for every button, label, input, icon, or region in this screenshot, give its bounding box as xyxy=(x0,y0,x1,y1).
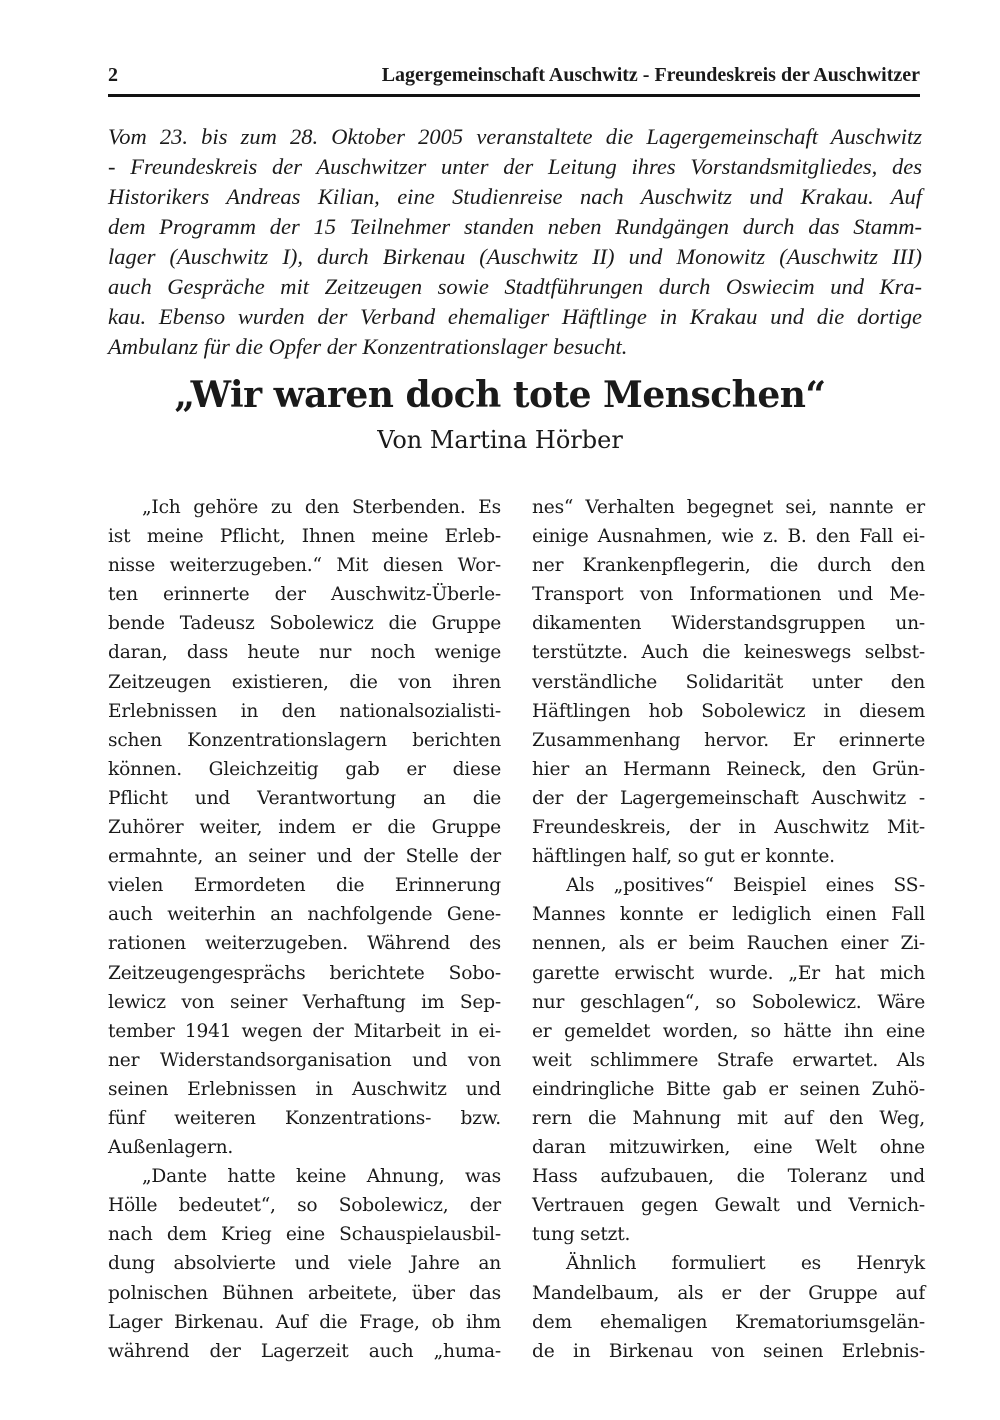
text-line: hier an Hermann Reineck, den Grün- xyxy=(532,758,925,780)
text-line: lewicz von seiner Verhaftung im Sep- xyxy=(108,991,501,1013)
text-line: können. Gleichzeitig gab er diese xyxy=(108,758,501,780)
article-title: „Wir waren doch tote Menschen“ xyxy=(174,374,826,416)
intro-paragraph xyxy=(108,122,922,362)
text-line: terstützte. Auch die keineswegs selbst- xyxy=(532,642,925,664)
text-line: nach dem Krieg eine Schauspielausbil- xyxy=(108,1224,501,1246)
text-line: weit schlimmere Strafe erwartet. Als xyxy=(532,1049,925,1071)
text-line: garette erwischt wurde. „Er hat mich xyxy=(532,962,925,984)
text-line: ist meine Pflicht, Ihnen meine Erleb- xyxy=(108,526,501,548)
text-line: auch weiterhin an nachfolgende Gene- xyxy=(108,904,501,926)
page-header xyxy=(108,64,920,97)
intro-line: Ambulanz für die Opfer der Konzentrationslager besucht. xyxy=(108,334,628,359)
text-line: ner Krankenpflegerin, die durch den xyxy=(532,555,925,577)
text-line: Vertrauen gegen Gewalt und Vernich- xyxy=(532,1195,925,1217)
text-line: der der Lagergemeinschaft Auschwitz - xyxy=(532,787,925,809)
text-line: schen Konzentrationslagern berichten xyxy=(108,729,501,751)
text-line: ermahnte, an seiner und der Stelle der xyxy=(108,846,501,868)
text-line: Hölle bedeutet“, so Sobolewicz, der xyxy=(108,1195,501,1217)
intro-line: - Freundeskreis der Auschwitzer unter der Leitung ihres Vorstandsmitgliedes, des xyxy=(108,154,922,179)
text-line: während der Lagerzeit auch „huma- xyxy=(108,1340,501,1362)
text-line: nur geschlagen“, so Sobolewicz. Wäre xyxy=(532,991,925,1013)
text-line: ner Widerstandsorganisation und von xyxy=(108,1049,501,1071)
text-line: Außenlagern. xyxy=(108,1137,234,1159)
text-line: eindringliche Bitte gab er seinen Zuhö- xyxy=(532,1078,925,1100)
text-line: nes“ Verhalten begegnet sei, nannte er xyxy=(532,497,925,518)
text-line: ten erinnerte der Auschwitz-Überle- xyxy=(108,584,501,606)
text-line: „Dante hatte keine Ahnung, was xyxy=(142,1166,501,1188)
text-line: verständliche Solidarität unter den xyxy=(532,671,925,693)
intro-line: dem Programm der 15 Teilnehmer standen neben Rundgängen durch das Stamm- xyxy=(108,214,922,239)
text-line: nisse weiterzugeben.“ Mit diesen Wor- xyxy=(108,555,501,577)
intro-line: Historikers Andreas Kilian, eine Studienreise nach Auschwitz und Krakau. Auf xyxy=(108,184,922,209)
text-line: Mandelbaum, als er der Gruppe auf xyxy=(532,1282,925,1304)
intro-line: lager (Auschwitz I), durch Birkenau (Auschwitz II) und Monowitz (Auschwitz III) xyxy=(108,244,922,269)
text-line: Erlebnissen in den nationalsozialisti- xyxy=(108,700,501,722)
text-line: daran mitzuwirken, eine Welt ohne xyxy=(532,1137,925,1159)
text-line: Häftlingen hob Sobolewicz in diesem xyxy=(532,700,925,722)
text-line: tember 1941 wegen der Mitarbeit in ei- xyxy=(108,1020,501,1042)
intro-line: kau. Ebenso wurden der Verband ehemaliger Häftlinge in Krakau und die dortige xyxy=(108,304,922,329)
text-line: Mannes konnte er lediglich einen Fall xyxy=(532,904,925,926)
text-line: Zeitzeugen existieren, die von ihren xyxy=(108,671,501,693)
text-line: einige Ausnahmen, wie z. B. den Fall ei- xyxy=(532,526,925,548)
text-line: Ähnlich formuliert es Henryk xyxy=(566,1253,925,1275)
article-column-left xyxy=(108,493,501,1366)
text-line: bende Tadeusz Sobolewicz die Gruppe xyxy=(108,613,501,635)
text-line: seinen Erlebnissen in Auschwitz und xyxy=(108,1078,501,1100)
text-line: Als „positives“ Beispiel eines SS- xyxy=(566,875,925,897)
text-line: er gemeldet worden, so hätte ihn eine xyxy=(532,1020,925,1042)
text-line: dikamenten Widerstandsgruppen un- xyxy=(532,613,925,635)
text-line: Hass aufzubauen, die Toleranz und xyxy=(532,1166,925,1188)
running-title: Lagergemeinschaft Auschwitz - Freundeskreis der Auschwitzer xyxy=(381,64,920,86)
text-line: nennen, als er beim Rauchen einer Zi- xyxy=(532,933,925,955)
intro-line: auch Gespräche mit Zeitzeugen sowie Stadtführungen durch Oswiecim und Kra- xyxy=(108,274,922,299)
text-line: Zusammenhang hervor. Er erinnerte xyxy=(532,729,925,751)
page-number: 2 xyxy=(108,64,118,86)
text-line: rern die Mahnung mit auf den Weg, xyxy=(532,1107,925,1129)
text-line: daran, dass heute nur noch wenige xyxy=(108,642,501,664)
text-line: häftlingen half, so gut er konnte. xyxy=(532,846,835,868)
text-line: tung setzt. xyxy=(532,1224,631,1246)
text-line: Zuhörer weiter, indem er die Gruppe xyxy=(108,817,501,839)
text-line: Lager Birkenau. Auf die Frage, ob ihm xyxy=(108,1311,501,1333)
text-line: rationen weiterzugeben. Während des xyxy=(108,933,501,955)
text-line: fünf weiteren Konzentrations- bzw. xyxy=(108,1107,501,1129)
intro-line: Vom 23. bis zum 28. Oktober 2005 veranstaltete die Lagergemeinschaft Auschwitz xyxy=(108,124,922,149)
text-line: dem ehemaligen Krematoriumsgelän- xyxy=(532,1311,925,1333)
text-line: Zeitzeugengesprächs berichtete Sobo- xyxy=(108,962,501,984)
text-line: vielen Ermordeten die Erinnerung xyxy=(108,875,501,897)
text-line: Pflicht und Verantwortung an die xyxy=(108,787,501,809)
text-line: de in Birkenau von seinen Erlebnis- xyxy=(532,1340,925,1362)
article-column-right xyxy=(532,493,925,1366)
article-byline: Von Martina Hörber xyxy=(377,426,623,454)
text-line: Freundeskreis, der in Auschwitz Mit- xyxy=(532,817,925,839)
text-line: dung absolvierte und viele Jahre an xyxy=(108,1253,501,1275)
text-line: „Ich gehöre zu den Sterbenden. Es xyxy=(142,497,501,518)
text-line: polnischen Bühnen arbeitete, über das xyxy=(108,1282,501,1304)
text-line: Transport von Informationen und Me- xyxy=(532,584,925,606)
